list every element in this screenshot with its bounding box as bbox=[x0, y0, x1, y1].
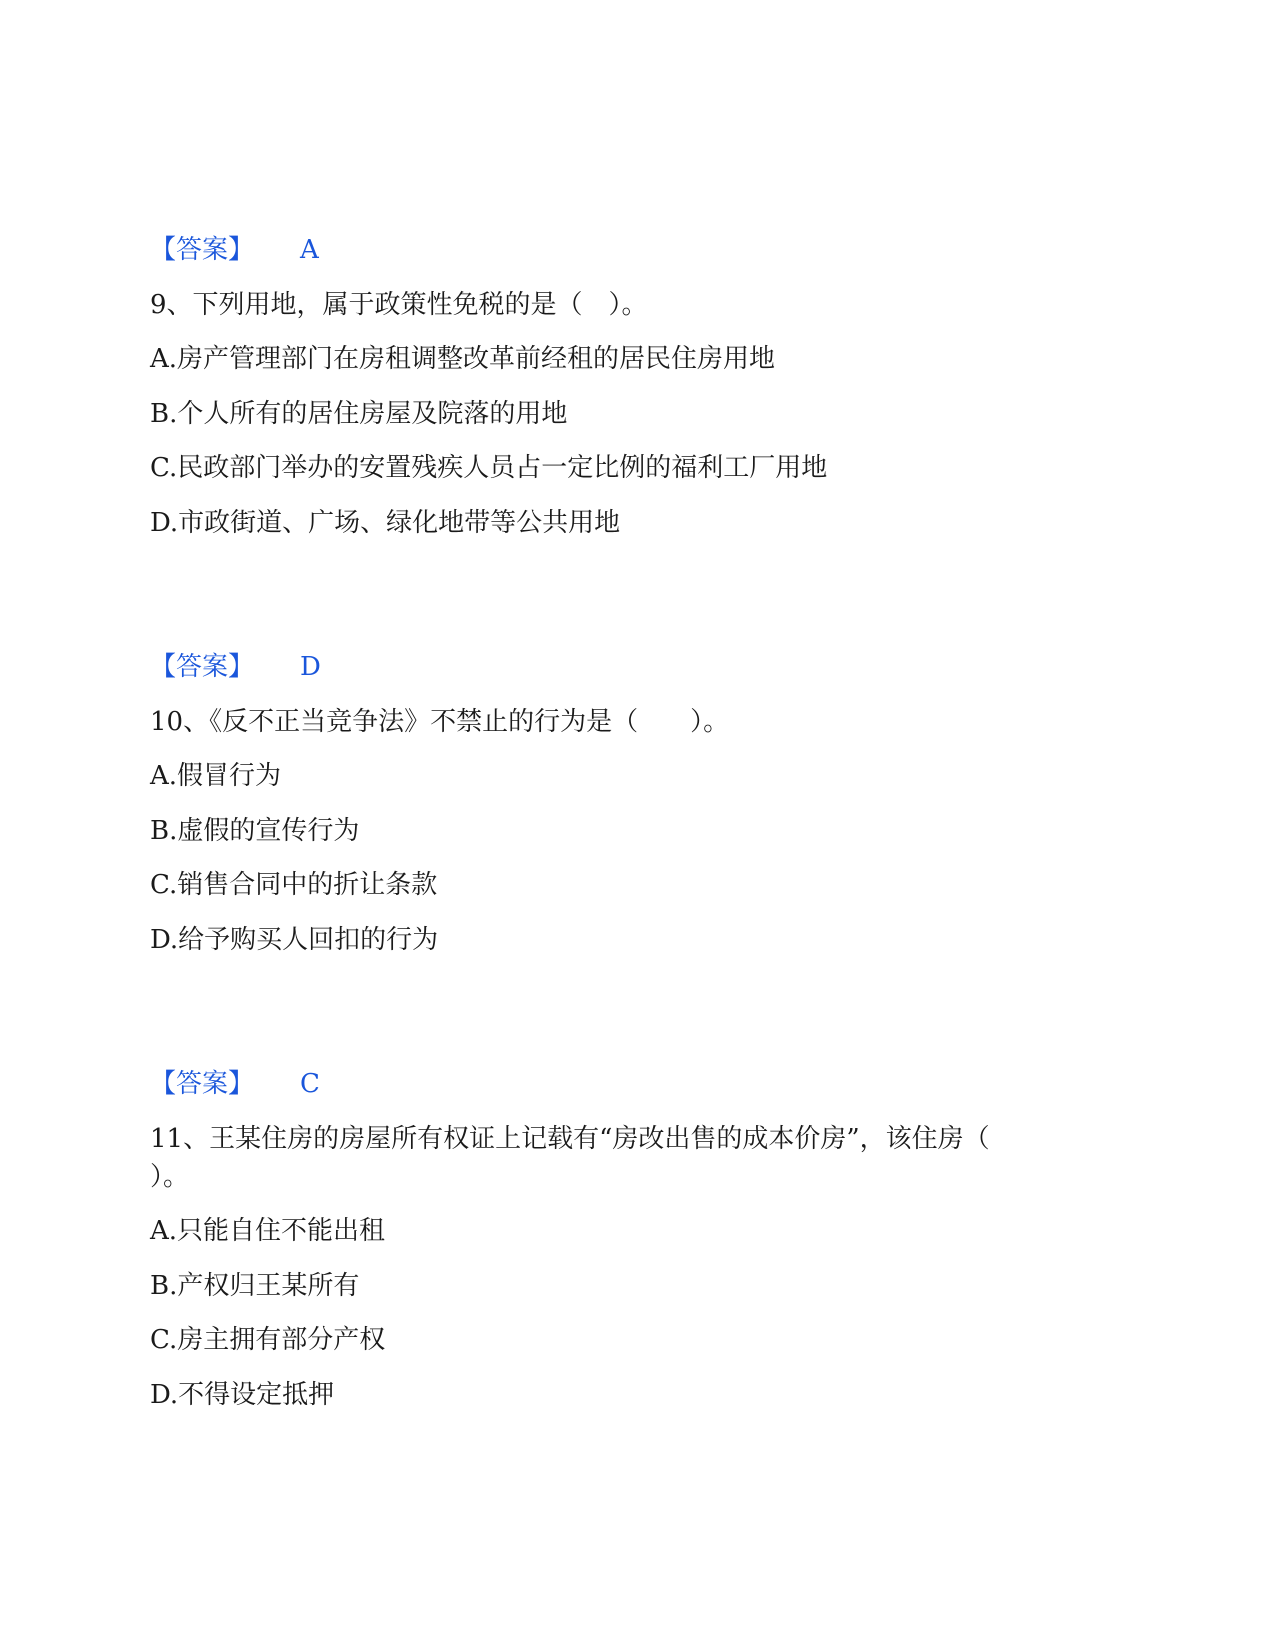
option-a: A.房产管理部门在房租调整改革前经租的居民住房用地 bbox=[150, 344, 776, 374]
answer-label: 【答案】 bbox=[150, 652, 255, 682]
answer-line bbox=[150, 650, 321, 684]
answer-line bbox=[150, 233, 319, 267]
option-a: A.假冒行为 bbox=[150, 761, 282, 791]
option-b: B.个人所有的居住房屋及院落的用地 bbox=[150, 399, 568, 429]
option-d: D.市政街道、广场、绿化地带等公共用地 bbox=[150, 508, 621, 538]
question-text: 10、《反不正当竞争法》不禁止的行为是（ ）。 bbox=[150, 707, 730, 737]
option-b: B.虚假的宣传行为 bbox=[150, 816, 360, 846]
answer-line bbox=[150, 1067, 320, 1101]
option-c: C.销售合同中的折让条款 bbox=[150, 870, 438, 900]
option-c: C.房主拥有部分产权 bbox=[150, 1325, 386, 1355]
answer-label: 【答案】 bbox=[150, 235, 255, 265]
answer-value: A bbox=[300, 235, 319, 265]
option-d: D.不得设定抵押 bbox=[150, 1380, 335, 1410]
option-d: D.给予购买人回扣的行为 bbox=[150, 925, 439, 955]
option-c: C.民政部门举办的安置残疾人员占一定比例的福利工厂用地 bbox=[150, 453, 828, 483]
option-b: B.产权归王某所有 bbox=[150, 1271, 360, 1301]
option-a: A.只能自住不能出租 bbox=[150, 1216, 386, 1246]
answer-value: D bbox=[300, 652, 321, 682]
answer-value: C bbox=[300, 1069, 320, 1099]
answer-label: 【答案】 bbox=[150, 1069, 255, 1099]
question-text-line-2: ）。 bbox=[150, 1162, 190, 1192]
question-text: 9、下列用地，属于政策性免税的是（ ）。 bbox=[150, 290, 648, 320]
question-text-line-1: 11、王某住房的房屋所有权证上记载有“房改出售的成本价房”，该住房（ bbox=[150, 1124, 990, 1154]
